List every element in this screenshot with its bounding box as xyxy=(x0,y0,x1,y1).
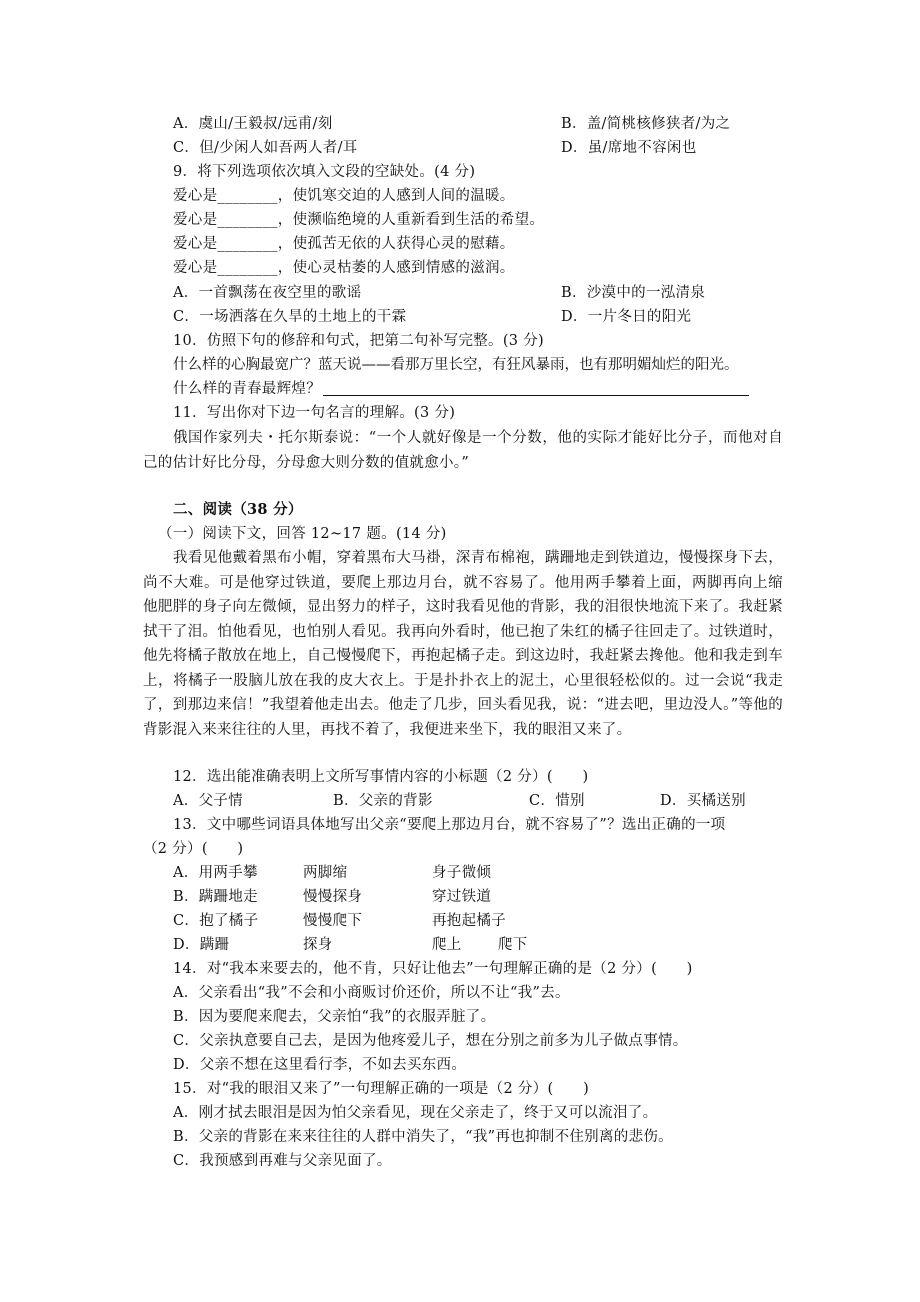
q10-answer-blank[interactable] xyxy=(323,379,749,396)
q13-stem: 13．文中哪些词语具体地写出父亲“要爬上那边月台，就不容易了”？选出正确的一项 xyxy=(173,817,726,833)
q14-option-d: D．父亲不想在这里看行李，不如去买东西。 xyxy=(173,1057,467,1073)
q9-option-d: D．一片冬日的阳光 xyxy=(561,309,692,325)
q8-option-c: C．但/少闲人如吾两人者/耳 xyxy=(173,140,358,156)
q8-option-a: A．虞山/王毅叔/远甫/刻 xyxy=(173,116,333,132)
q8-option-b: B．盖/简桃核修狭者/为之 xyxy=(561,116,731,132)
section2-subtitle: （一）阅读下文，回答 12~17 题。(14 分) xyxy=(158,526,447,542)
q10-example: 什么样的心胸最宽广？蓝天说——看那万里长空，有狂风暴雨，也有那明媚灿烂的阳光。 xyxy=(173,357,739,373)
q9-stem: 9．将下列选项依次填入文段的空缺处。(4 分) xyxy=(173,164,476,180)
q13-a-1: A．用两手攀 xyxy=(173,865,258,881)
q14-option-c: C．父亲执意要自己去，是因为他疼爱儿子，想在分别之前多为儿子做点事情。 xyxy=(173,1033,688,1049)
q13-c-1: C．抱了橘子 xyxy=(173,913,259,929)
q15-option-c: C．我预感到再难与父亲见面了。 xyxy=(173,1153,392,1169)
section2-title: 二、阅读（38 分） xyxy=(173,501,303,518)
q9-line-1: 爱心是________，使饥寒交迫的人感到人间的温暖。 xyxy=(173,188,515,204)
q13-d-2: 探身 xyxy=(303,937,333,953)
q14-option-a: A．父亲看出“我”不会和小商贩讨价还价，所以不让“我”去。 xyxy=(173,985,570,1001)
q9-option-c: C．一场洒落在久旱的土地上的干霖 xyxy=(173,309,407,325)
q9-line-4: 爱心是________，使心灵枯萎的人感到情感的滋润。 xyxy=(173,260,515,276)
q9-option-a: A．一首飘荡在夜空里的歌谣 xyxy=(173,285,362,301)
q9-line-2: 爱心是________，使濒临绝境的人重新看到生活的希望。 xyxy=(173,212,545,228)
q10-prompt: 什么样的青春最辉煌？ xyxy=(173,381,321,397)
q9-line-3: 爱心是________，使孤苦无依的人获得心灵的慰藉。 xyxy=(173,236,515,252)
reading-passage: 我看见他戴着黑布小帽，穿着黑布大马褂，深青布棉袍，蹒跚地走到铁道边，慢慢探身下去，尚不大难。可是他穿过铁道，要爬上那边月台，就不容易了。他用两手攀着上面，两脚再向上缩 他肥胖的身子向左微倾，显出努力的样子，这时我看见他的背影，我的泪很快地流下来了。我赶紧拭干了泪。怕他看见，也怕别人看见。我再向外看时，他已抱了朱红的橘子往回走了。过铁道时，他先将橘子散放在地上，自己慢慢爬下，再抱起橘子走。到这边时，我赶紧去搀他。他和我走到车上，将橘子一股脑儿放在我的皮大衣上。于是扑扑衣上的泥土，心里很轻松似的。过一会说“我走了，到那边来信！”我望着他走出去。他走了几步，回头看见我，说：“进去吧，里边没人。”等他的背影混入来来往往的人里，再找不着了，我便进来坐下，我的眼泪又来了。 xyxy=(143,550,783,738)
q10-stem: 10．仿照下句的修辞和句式，把第二句补写完整。(3 分) xyxy=(173,333,544,349)
q13-d-1: D．蹒跚 xyxy=(173,937,230,953)
q13-a-3: 身子微倾 xyxy=(432,865,492,881)
q13-b-3: 穿过铁道 xyxy=(432,889,492,905)
q13-c-3: 再抱起橘子 xyxy=(432,913,506,929)
q8-option-d: D．虽/席地不容闲也 xyxy=(561,140,697,156)
q15-option-a: A．刚才拭去眼泪是因为怕父亲看见，现在父亲走了，终于又可以流泪了。 xyxy=(173,1105,658,1121)
q13-d-4: 爬下 xyxy=(498,937,528,953)
q13-a-2: 两脚缩 xyxy=(303,865,348,881)
q12-option-c: C．惜别 xyxy=(529,793,585,809)
q10-prompt-line xyxy=(173,377,749,401)
q15-option-b: B．父亲的背影在来来往往的人群中消失了，“我”再也抑制不住别离的悲伤。 xyxy=(173,1129,673,1145)
q12-option-d: D．买橘送别 xyxy=(660,793,746,809)
q13-c-2: 慢慢爬下 xyxy=(303,913,363,929)
q14-stem: 14．对“我本来要去的，他不肯，只好让他去”一句理解正确的是（2 分）( ) xyxy=(173,961,693,977)
q13-b-1: B．蹒跚地走 xyxy=(173,889,258,905)
q12-stem: 12．选出能准确表明上文所写事情内容的小标题（2 分）( ) xyxy=(173,769,589,785)
q11-quote: 俄国作家列夫・托尔斯泰说：“一个人就好像是一个分数，他的实际才能好比分子，而他对自己的估计好比分母，分母愈大则分数的值就愈小。” xyxy=(143,430,783,471)
q13-stem-cont: （2 分）( ) xyxy=(143,841,244,857)
q12-option-a: A．父子情 xyxy=(173,793,243,809)
q13-b-2: 慢慢探身 xyxy=(303,889,363,905)
q11-stem: 11．写出你对下边一句名言的理解。(3 分) xyxy=(173,405,456,421)
q13-d-3: 爬上 xyxy=(432,937,462,953)
q12-option-b: B．父亲的背影 xyxy=(333,793,433,809)
q15-stem: 15．对“我的眼泪又来了”一句理解正确的一项是（2 分）( ) xyxy=(173,1081,590,1097)
q14-option-b: B．因为要爬来爬去，父亲怕“我”的衣服弄脏了。 xyxy=(173,1009,496,1025)
q9-option-b: B．沙漠中的一泓清泉 xyxy=(561,285,706,301)
